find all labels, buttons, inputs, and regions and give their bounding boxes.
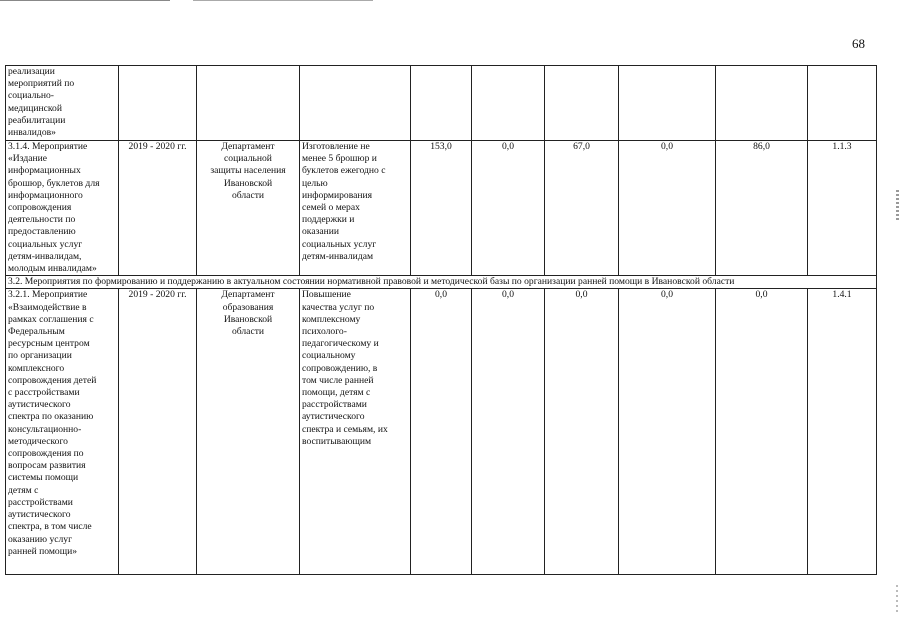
- value-cell: 0,0: [619, 289, 716, 575]
- section-row: [6, 276, 877, 289]
- code-cell: 1.4.1: [808, 289, 877, 575]
- value-cell: [619, 66, 716, 141]
- scan-artifact: [896, 585, 898, 615]
- executor-cell: Департамент социальной защиты населения Ивановской области: [197, 141, 300, 276]
- executor-cell: [197, 66, 300, 141]
- program-table: [5, 65, 877, 575]
- period-cell: 2019 - 2020 гг.: [119, 141, 197, 276]
- value-cell: [411, 66, 472, 141]
- value-cell: 0,0: [545, 289, 619, 575]
- result-cell: [300, 66, 411, 141]
- result-cell: Изготовление не менее 5 брошюр и буклетов ежегодно с целью информирования семей о мерах поддержки и оказании социальных услуг детям-инвалидам: [300, 141, 411, 276]
- value-cell: 0,0: [619, 141, 716, 276]
- table-row: [6, 66, 877, 141]
- code-cell: 1.1.3: [808, 141, 877, 276]
- value-cell: 67,0: [545, 141, 619, 276]
- period-cell: [119, 66, 197, 141]
- value-cell: 153,0: [411, 141, 472, 276]
- value-cell: 0,0: [716, 289, 808, 575]
- page-number: 68: [852, 36, 865, 51]
- executor-cell: Департамент образования Ивановской области: [197, 289, 300, 575]
- measure-name-cell: 3.1.4. Мероприятие «Издание информационных брошюр, буклетов для информационного сопровождения деятельности по предоставлению социальных услуг детям-инвалидам, молодым инвалидам»: [6, 141, 119, 276]
- code-cell: [808, 66, 877, 141]
- value-cell: [716, 66, 808, 141]
- measure-name-cell: реализации мероприятий по социально- медицинской реабилитации инвалидов»: [6, 66, 119, 141]
- value-cell: 86,0: [716, 141, 808, 276]
- section-heading: 3.2. Мероприятия по формированию и поддержанию в актуальном состоянии нормативной правовой и методической базы по организации ранней помощи в Ивановской области: [6, 276, 877, 289]
- value-cell: 0,0: [411, 289, 472, 575]
- scan-top-line-left: [0, 0, 170, 1]
- result-cell: Повышение качества услуг по комплексному психолого- педагогическому и социальному сопровождению, в том числе ранней помощи, детям с расстройствами аутистического спектра и семьям, их воспитывающим: [300, 289, 411, 575]
- period-cell: 2019 - 2020 гг.: [119, 289, 197, 575]
- scan-top-line-right: [193, 0, 373, 1]
- table-row: [6, 289, 877, 575]
- value-cell: 0,0: [472, 289, 545, 575]
- value-cell: [472, 66, 545, 141]
- value-cell: [545, 66, 619, 141]
- scan-artifact: [896, 190, 899, 220]
- measure-name-cell: 3.2.1. Мероприятие «Взаимодействие в рамках соглашения с Федеральным ресурсным центром по организации комплексного сопровождения детей с расстройствами аутистического спектра по оказанию консультационно- методического сопровождения по вопросам развития системы помощи детям с расстройствами аутистического спектра, в том числе оказанию услуг ранней помощи»: [6, 289, 119, 575]
- table-row: [6, 141, 877, 276]
- value-cell: 0,0: [472, 141, 545, 276]
